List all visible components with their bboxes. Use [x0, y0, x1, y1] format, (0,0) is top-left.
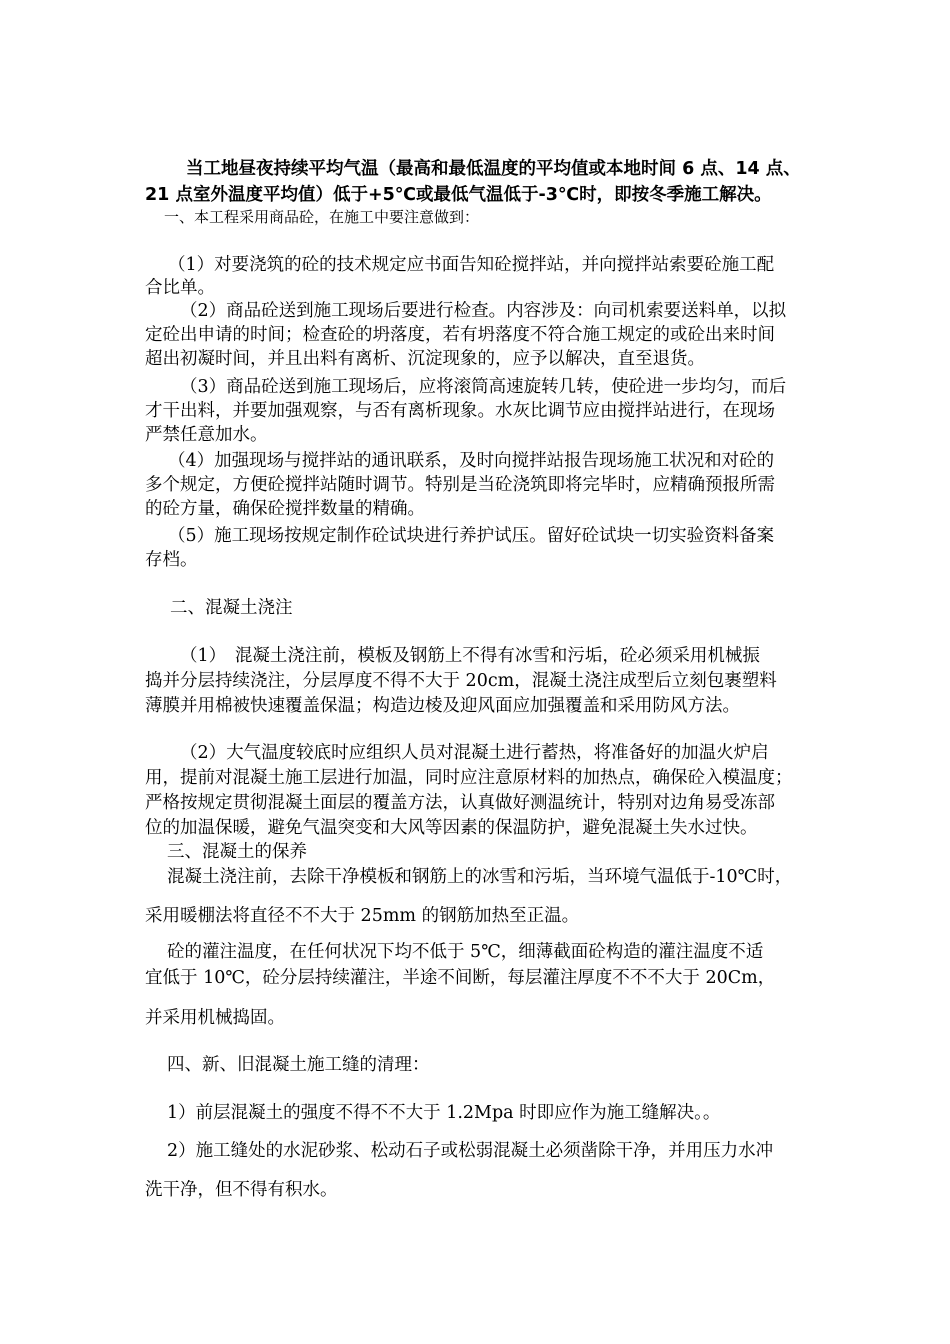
intro-line-2: 21 点室外温度平均值）低于+5℃或最低气温低于-3℃时，即按冬季施工解决。 — [145, 185, 772, 205]
s2-line-5: 用，提前对混凝土施工层进行加温，同时应注意原材料的加热点，确保砼入模温度； — [145, 768, 793, 788]
section4-heading: 四、新、旧混凝土施工缝的清理： — [167, 1055, 430, 1075]
s3-line-3: 砼的灌注温度，在任何状况下均不低于 5℃，细薄截面砼构造的灌注温度不适 — [167, 942, 764, 962]
s1-line-7: 才干出料，并要加强观察，与否有离析现象。水灰比调节应由搅拌站进行，在现场 — [145, 401, 775, 421]
section3-heading: 三、混凝土的保养 — [167, 842, 307, 862]
s1-line-2: 合比单。 — [145, 278, 215, 298]
s2-line-4: （2）大气温度较底时应组织人员对混凝土进行蓄热，将准备好的加温火炉启 — [180, 743, 769, 763]
s1-line-11: 的砼方量，确保砼搅拌数量的精确。 — [145, 499, 425, 519]
s3-line-5: 并采用机械捣固。 — [145, 1008, 285, 1028]
s2-line-7: 位的加温保暖，避免气温突变和大风等因素的保温防护，避免混凝土失水过快。 — [145, 818, 758, 838]
s2-line-1: （1） 混凝土浇注前，模板及钢筋上不得有冰雪和污垢，砼必须采用机械振 — [180, 646, 760, 666]
section1-heading: 一、本工程采用商品砼，在施工中要注意做到： — [164, 208, 480, 226]
s1-line-10: 多个规定，方便砼搅拌站随时调节。特别是当砼浇筑即将完毕时，应精确预报所需 — [145, 475, 775, 495]
s4-line-3: 洗干净，但不得有积水。 — [145, 1180, 338, 1200]
s1-line-3: （2）商品砼送到施工现场后要进行检查。内容涉及：向司机索要送料单，以拟 — [180, 301, 787, 321]
s4-line-2: 2）施工缝处的水泥砂浆、松动石子或松弱混凝土必须凿除干净，并用压力水冲 — [167, 1141, 774, 1161]
s1-line-1: （1）对要浇筑的砼的技术规定应书面告知砼搅拌站，并向搅拌站索要砼施工配 — [168, 255, 775, 275]
s1-line-12: （5）施工现场按规定制作砼试块进行养护试压。留好砼试块一切实验资料备案 — [168, 526, 775, 546]
s1-line-13: 存档。 — [145, 550, 198, 570]
section2-heading: 二、混凝土浇注 — [170, 598, 293, 618]
s4-line-1: 1）前层混凝土的强度不得不不大于 1.2Mpa 时即应作为施工缝解决。。 — [167, 1103, 721, 1123]
s3-line-2: 采用暖棚法将直径不不大于 25mm 的钢筋加热至正温。 — [145, 906, 580, 926]
s3-line-4: 宜低于 10℃，砼分层持续灌注，半途不间断，每层灌注厚度不不不大于 20Cm， — [145, 968, 776, 988]
s2-line-2: 捣并分层持续浇注，分层厚度不得不大于 20cm，混凝土浇注成型后立刻包裹塑料 — [145, 671, 777, 691]
s1-line-6: （3）商品砼送到施工现场后，应将滚筒高速旋转几转，使砼进一步均匀，而后 — [180, 377, 787, 397]
s2-line-6: 严格按规定贯彻混凝土面层的覆盖方法，认真做好测温统计，特别对边角易受冻部 — [145, 793, 775, 813]
intro-line-1: 当工地昼夜持续平均气温（最高和最低温度的平均值或本地时间 6 点、14 点、 — [186, 159, 801, 179]
s1-line-9: （4）加强现场与搅拌站的通讯联系，及时向搅拌站报告现场施工状况和对砼的 — [168, 451, 775, 471]
s3-line-1: 混凝土浇注前，去除干净模板和钢筋上的冰雪和污垢，当环境气温低于-10℃时， — [167, 867, 793, 887]
s1-line-8: 严禁任意加水。 — [145, 425, 268, 445]
s1-line-4: 定砼出申请的时间；检查砼的坍落度，若有坍落度不符合施工规定的或砼出来时间 — [145, 325, 775, 345]
s2-line-3: 薄膜并用棉被快速覆盖保温；构造边棱及迎风面应加强覆盖和采用防风方法。 — [145, 696, 740, 716]
s1-line-5: 超出初凝时间，并且出料有离析、沉淀现象的，应予以解决，直至退货。 — [145, 349, 705, 369]
